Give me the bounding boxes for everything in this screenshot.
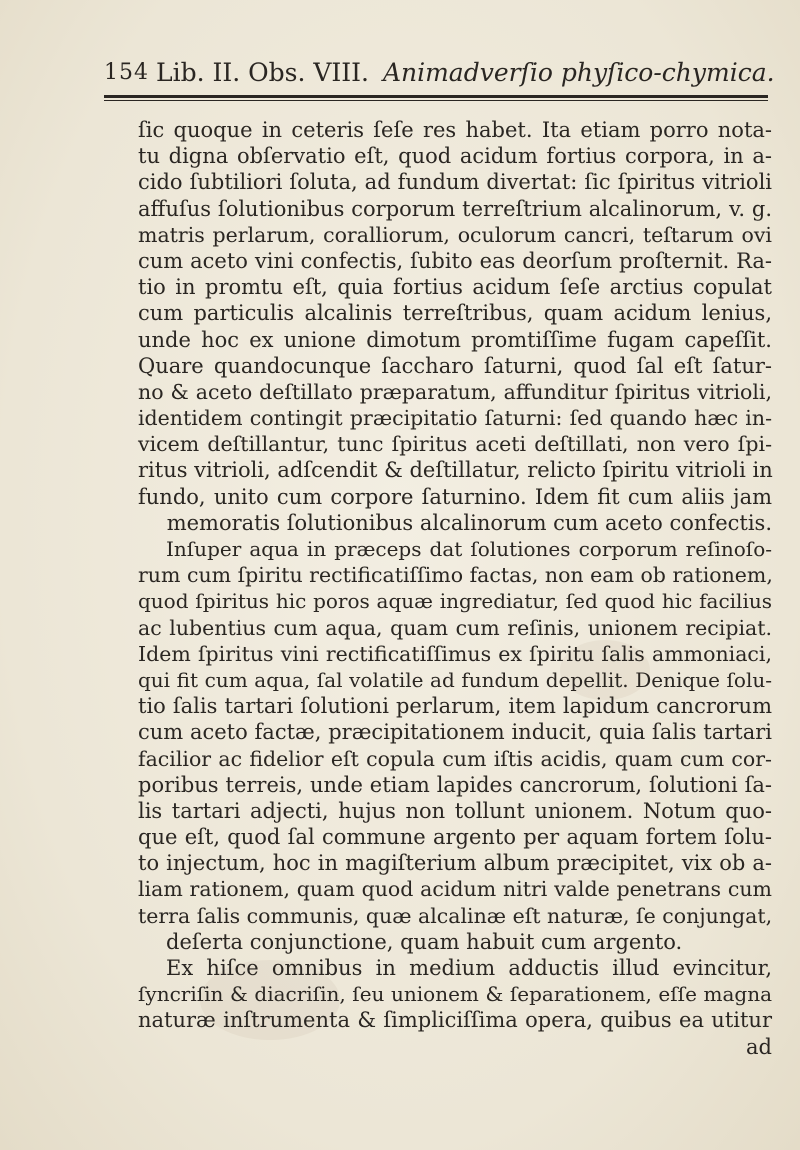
text-line: Ex hiſce omnibus in medium adductis illud evincitur, xyxy=(166,956,772,980)
text-line: cum particulis alcalinis terreſtribus, quam acidum lenius, xyxy=(138,301,772,326)
text-line: ac lubentius cum aqua, quam cum reſinis, unionem recipiat. xyxy=(138,615,772,640)
body-text xyxy=(138,117,772,1060)
text-line: memoratis ſolutionibus alcalinorum cum aceto confectis. xyxy=(166,510,772,535)
text-line: no & aceto deſtillato præparatum, affunditur ſpiritus vitrioli, xyxy=(138,379,772,404)
header-rule xyxy=(104,95,768,98)
running-head-section: Lib. II. Obs. VIII. xyxy=(156,58,369,87)
text-line: liam rationem, quam quod acidum nitri valde penetrans cum xyxy=(138,877,772,902)
text-line: lis tartari adjecti, hujus non tollunt unionem. Notum quo- xyxy=(138,798,772,823)
catchword: ad xyxy=(746,1034,772,1059)
text-line: matris perlarum, coralliorum, oculorum cancri, teſtarum ovi xyxy=(138,222,772,247)
page-number: 154 xyxy=(104,60,149,85)
text-line: ritus vitrioli, adſcendit & deſtillatur, relicto ſpiritu vitrioli in xyxy=(138,458,773,483)
text-line: tu digna obſervatio eſt, quod acidum fortius corpora, in a- xyxy=(138,144,772,169)
text-line: rum cum ſpiritu rectificatiſſimo factas, non eam ob rationem, xyxy=(138,563,773,588)
text-line: tio ſalis tartari ſolutioni perlarum, item lapidum cancrorum xyxy=(138,694,772,719)
text-line: fundo, unito cum corpore ſaturnino. Idem fit cum aliis jam xyxy=(138,484,772,509)
text-line: ſyncriſin & diacriſin, ſeu unionem & ſeparationem, eſſe magna xyxy=(138,982,772,1007)
text-line: cido ſubtiliori ſoluta, ad fundum divertat: ſic ſpiritus vitrioli xyxy=(138,170,772,195)
running-head xyxy=(156,58,775,87)
running-head-title: Animadverſio phyſico-chymica. xyxy=(382,58,775,87)
text-line: que eſt, quod ſal commune argento per aquam fortem ſolu- xyxy=(138,825,772,850)
text-line: ſic quoque in ceteris ſeſe res habet. Ita etiam porro nota- xyxy=(138,118,772,142)
text-line: Quare quandocunque ſaccharo ſaturni, quod ſal eſt ſatur- xyxy=(138,353,772,378)
text-line: identidem contingit præcipitatio ſaturni: ſed quando hæc in- xyxy=(138,406,772,431)
header-rule-thin xyxy=(104,100,768,101)
text-line: qui fit cum aqua, ſal volatile ad fundum depellit. Denique ſolu- xyxy=(138,667,772,692)
text-line: Inſuper aqua in præceps dat ſolutiones corporum reſinoſo- xyxy=(166,537,772,561)
text-line: terra ſalis communis, quæ alcalinæ eſt naturæ, ſe conjungat, xyxy=(138,903,773,928)
text-line: affuſus ſolutionibus corporum terreſtrium alcalinorum, v. g. xyxy=(138,196,772,221)
text-line: naturæ inſtrumenta & ſimpliciſſima opera, quibus ea utitur xyxy=(138,1008,772,1033)
text-line: to injectum, hoc in magiſterium album præcipitet, vix ob a- xyxy=(138,851,772,876)
text-line: poribus terreis, unde etiam lapides cancrorum, ſolutioni ſa- xyxy=(138,772,772,797)
text-line: deſerta conjunctione, quam habuit cum argento. xyxy=(166,929,683,954)
text-line: unde hoc ex unione dimotum promtiſſime fugam capeſſit. xyxy=(138,327,772,352)
text-line: facilior ac fidelior eſt copula cum iſtis acidis, quam cum cor- xyxy=(138,746,772,771)
text-line: Idem ſpiritus vini rectificatiſſimus ex ſpiritu ſalis ammoniaci, xyxy=(138,641,772,666)
text-line: cum aceto factæ, præcipitationem inducit, quia ſalis tartari xyxy=(138,720,772,745)
text-line: tio in promtu eſt, quia fortius acidum ſeſe arctius copulat xyxy=(138,275,772,300)
text-line: cum aceto vini confectis, ſubito eas deorſum proſternit. Ra- xyxy=(138,248,772,273)
text-line: quod ſpiritus hic poros aquæ ingrediatur, ſed quod hic facilius xyxy=(138,589,772,614)
text-line: vicem deſtillantur, tunc ſpiritus aceti deſtillati, non vero ſpi- xyxy=(138,432,772,457)
